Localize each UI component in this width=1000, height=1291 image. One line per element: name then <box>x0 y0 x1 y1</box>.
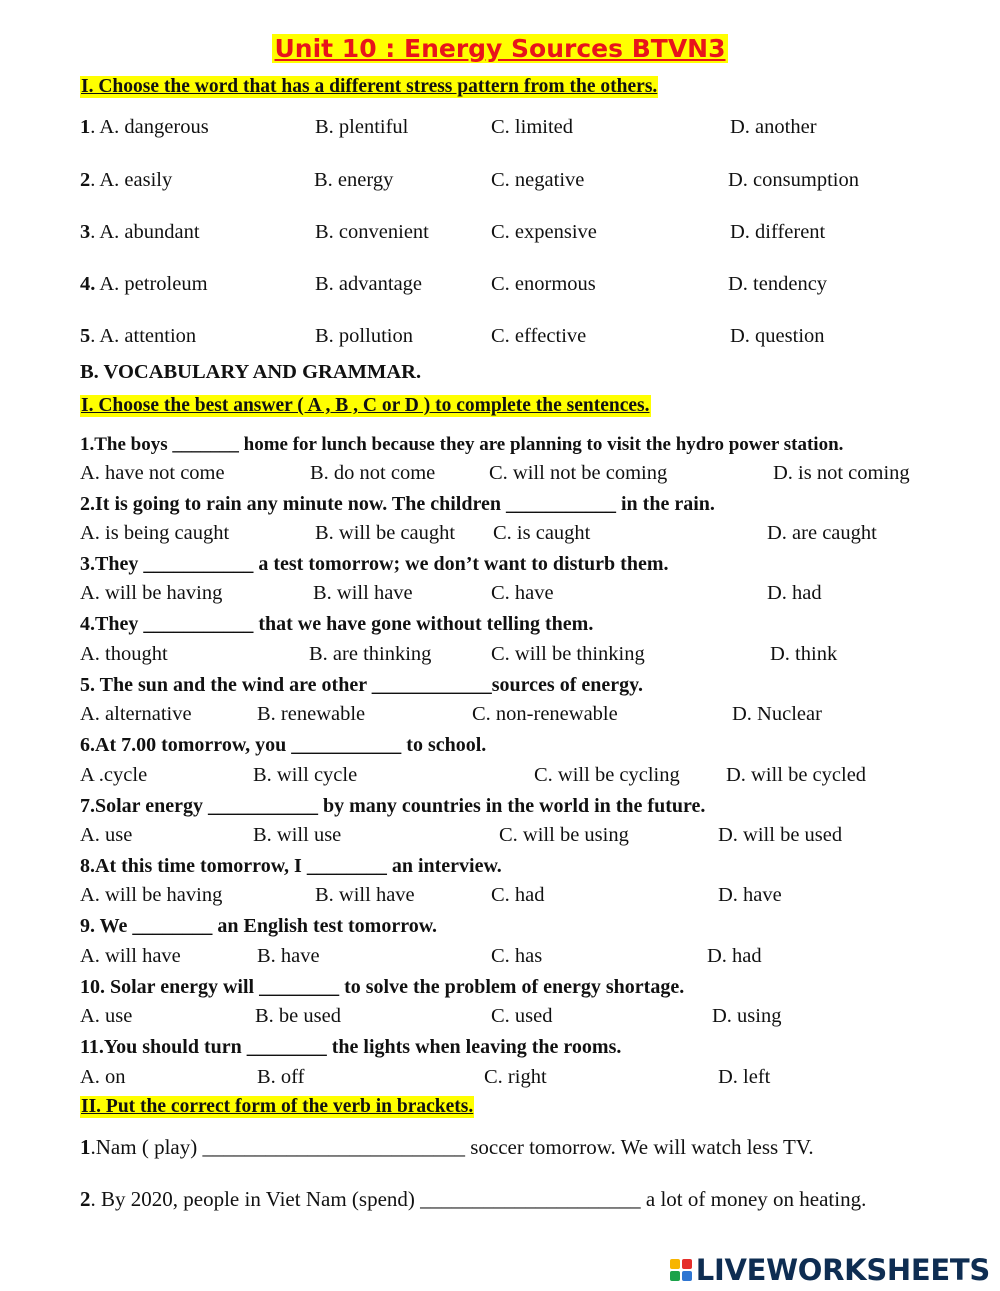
stress-option-b[interactable]: B. advantage <box>315 273 423 295</box>
question-text: 3.They ___________ a test tomorrow; we don’t want to disturb them. <box>80 553 669 575</box>
answer-option-b[interactable]: B. be used <box>255 1005 341 1027</box>
stress-option-d[interactable]: D. question <box>730 325 825 347</box>
answer-option-b[interactable]: B. have <box>257 945 320 967</box>
answer-option-b[interactable]: B. do not come <box>310 462 436 484</box>
option-text: . A. attention <box>90 325 197 347</box>
logo-square <box>682 1271 692 1281</box>
question-number: 3 <box>80 221 91 243</box>
stress-option-b[interactable]: B. pollution <box>315 325 413 347</box>
answer-option-d[interactable]: D. had <box>707 945 762 967</box>
stress-option-b[interactable]: B. plentiful <box>315 116 409 138</box>
answer-option-d[interactable]: D. will be used <box>718 824 843 846</box>
answer-option-c[interactable]: C. used <box>491 1005 553 1027</box>
answer-option-a[interactable]: A. use <box>80 824 133 846</box>
stress-option-c[interactable]: C. enormous <box>491 273 596 295</box>
answer-option-c[interactable]: C. had <box>491 884 545 906</box>
verb-question-text: . By 2020, people in Viet Nam (spend) _____________________ a lot of money on heating. <box>90 1187 867 1211</box>
stress-option-c[interactable]: C. expensive <box>491 221 597 243</box>
answer-option-d[interactable]: D. had <box>767 582 822 604</box>
logo-square <box>682 1259 692 1269</box>
question-number: 1 <box>80 116 91 138</box>
answer-option-a[interactable]: A. use <box>80 1005 133 1027</box>
option-text: A. petroleum <box>95 273 208 295</box>
logo-square <box>670 1271 680 1281</box>
stress-option-d[interactable]: D. another <box>730 116 817 138</box>
question-text: 11.You should turn ________ the lights when leaving the rooms. <box>80 1036 622 1058</box>
answer-option-c[interactable]: C. has <box>491 945 543 967</box>
answer-option-c[interactable]: C. will be thinking <box>491 643 645 665</box>
stress-option-c[interactable]: C. effective <box>491 325 587 347</box>
answer-option-a[interactable]: A. alternative <box>80 703 192 725</box>
answer-option-b[interactable]: B. will cycle <box>253 764 358 786</box>
stress-option-d[interactable]: D. different <box>730 221 826 243</box>
brand-name: LIVEWORKSHEETS <box>695 1253 990 1287</box>
stress-option-a[interactable] <box>80 273 208 296</box>
answer-option-c[interactable]: C. non-renewable <box>472 703 618 725</box>
answer-option-a[interactable]: A. thought <box>80 643 168 665</box>
answer-option-d[interactable]: D. think <box>770 643 838 665</box>
answer-option-d[interactable]: D. Nuclear <box>732 703 822 725</box>
answer-option-c[interactable]: C. will be cycling <box>534 764 680 786</box>
question-text: 9. We ________ an English test tomorrow. <box>80 915 438 937</box>
stress-option-b[interactable]: B. energy <box>314 169 394 191</box>
stress-option-a[interactable] <box>80 325 196 348</box>
verb-section-heading: II. Put the correct form of the verb in brackets. <box>81 1096 474 1117</box>
answer-option-b[interactable]: B. will have <box>313 582 413 604</box>
question-text: 2.It is going to rain any minute now. The children ___________ in the rain. <box>80 493 715 515</box>
stress-option-d[interactable]: D. consumption <box>728 169 859 191</box>
stress-option-a[interactable] <box>80 169 172 192</box>
stress-section-heading: I. Choose the word that has a different stress pattern from the others. <box>81 76 658 97</box>
answer-option-b[interactable]: B. will be caught <box>315 522 456 544</box>
answer-option-b[interactable]: B. renewable <box>257 703 366 725</box>
liveworksheets-logo[interactable] <box>670 1253 990 1287</box>
logo-square <box>670 1259 680 1269</box>
answer-option-c[interactable]: C. will be using <box>499 824 629 846</box>
answer-option-a[interactable]: A. on <box>80 1066 126 1088</box>
section-b-heading: B. VOCABULARY AND GRAMMAR. <box>80 361 422 383</box>
answer-option-b[interactable]: B. off <box>257 1066 305 1088</box>
question-number: 2 <box>80 1187 91 1211</box>
answer-option-d[interactable]: D. using <box>712 1005 782 1027</box>
verb-question[interactable] <box>80 1187 866 1212</box>
answer-option-c[interactable]: C. right <box>484 1066 547 1088</box>
stress-option-d[interactable]: D. tendency <box>728 273 828 295</box>
question-number: 1 <box>80 1135 91 1159</box>
stress-option-c[interactable]: C. limited <box>491 116 573 138</box>
answer-option-a[interactable]: A. will be having <box>80 582 223 604</box>
answer-option-a[interactable]: A. will be having <box>80 884 223 906</box>
question-number: 2 <box>80 169 91 191</box>
answer-option-a[interactable]: A. is being caught <box>80 522 230 544</box>
question-text: 4.They ___________ that we have gone without telling them. <box>80 613 594 635</box>
question-text: 6.At 7.00 tomorrow, you ___________ to school. <box>80 734 487 756</box>
verb-question-text: .Nam ( play) _________________________ soccer tomorrow. We will watch less TV. <box>90 1135 814 1159</box>
answer-option-d[interactable]: D. will be cycled <box>726 764 867 786</box>
page-title: Unit 10 : Energy Sources BTVN3 <box>274 34 726 63</box>
answer-option-a[interactable]: A. have not come <box>80 462 225 484</box>
question-text: 7.Solar energy ___________ by many countries in the world in the future. <box>80 795 706 817</box>
answer-option-a[interactable]: A .cycle <box>80 764 148 786</box>
answer-option-d[interactable]: D. left <box>718 1066 771 1088</box>
answer-option-d[interactable]: D. is not coming <box>773 462 910 484</box>
answer-option-b[interactable]: B. will use <box>253 824 342 846</box>
question-number: 4. <box>80 273 96 295</box>
answer-option-d[interactable]: D. are caught <box>767 522 877 544</box>
answer-option-b[interactable]: B. will have <box>315 884 415 906</box>
answer-option-a[interactable]: A. will have <box>80 945 181 967</box>
verb-question[interactable] <box>80 1135 814 1160</box>
stress-option-a[interactable] <box>80 221 200 244</box>
question-text: 10. Solar energy will ________ to solve the problem of energy shortage. <box>80 976 685 998</box>
answer-option-c[interactable]: C. is caught <box>493 522 591 544</box>
stress-option-a[interactable] <box>80 116 209 139</box>
question-text: 1.The boys _______ home for lunch because they are planning to visit the hydro power station. <box>80 434 844 455</box>
stress-option-c[interactable]: C. negative <box>491 169 585 191</box>
option-text: . A. dangerous <box>90 116 209 138</box>
option-text: . A. abundant <box>90 221 200 243</box>
grammar-section-heading: I. Choose the best answer ( A , B , C or D ) to complete the sentences. <box>81 395 650 416</box>
answer-option-c[interactable]: C. will not be coming <box>489 462 668 484</box>
option-text: . A. easily <box>90 169 173 191</box>
answer-option-c[interactable]: C. have <box>491 582 554 604</box>
answer-option-b[interactable]: B. are thinking <box>309 643 432 665</box>
question-text: 8.At this time tomorrow, I ________ an interview. <box>80 855 502 877</box>
question-number: 5 <box>80 325 91 347</box>
question-text: 5. The sun and the wind are other ____________sources of energy. <box>80 674 643 696</box>
logo-icon <box>670 1259 692 1281</box>
answer-option-d[interactable]: D. have <box>718 884 782 906</box>
stress-option-b[interactable]: B. convenient <box>315 221 429 243</box>
